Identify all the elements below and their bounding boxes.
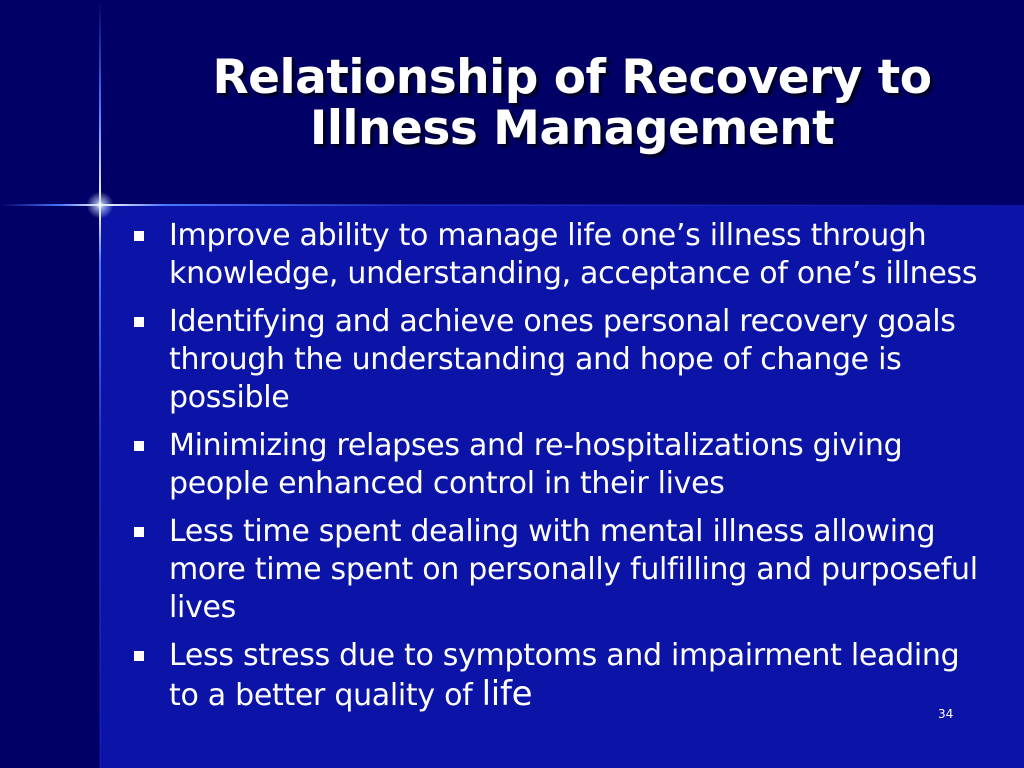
bullet-text-last-word: life [481,674,533,714]
bullet-text: Identifying and achieve ones personal recovery goals through the understanding and hope of change is possible [169,304,956,415]
slide-title-line-2: Illness Management [309,101,835,156]
square-bullet-icon [134,317,144,327]
square-bullet-icon [134,527,144,537]
bullet-item [130,217,980,293]
square-bullet-icon [134,441,144,451]
bullet-text: Less time spent dealing with mental illness allowing more time spent on personally fulfilling and purposeful lives [169,514,978,625]
bullet-item [130,513,980,627]
slide-title [120,52,1024,154]
bullet-text: Improve ability to manage life one’s illness through knowledge, understanding, acceptance of one’s illness [169,218,978,291]
slide-title-line-1: Relationship of Recovery to [212,50,932,105]
bullet-item [130,427,980,503]
square-bullet-icon [134,651,144,661]
square-bullet-icon [134,231,144,241]
decorative-horizontal-line [0,204,1024,206]
slide-number: 34 [938,707,954,721]
bullet-list [130,217,980,725]
bullet-item [130,637,980,715]
bullet-text: Less stress due to symptoms and impairment leading to a better quality of [169,638,960,713]
bullet-item [130,303,980,417]
bullet-text: Minimizing relapses and re-hospitalizations giving people enhanced control in their lives [169,428,903,501]
decorative-vertical-line [99,0,101,768]
sparkle-icon [84,189,116,221]
